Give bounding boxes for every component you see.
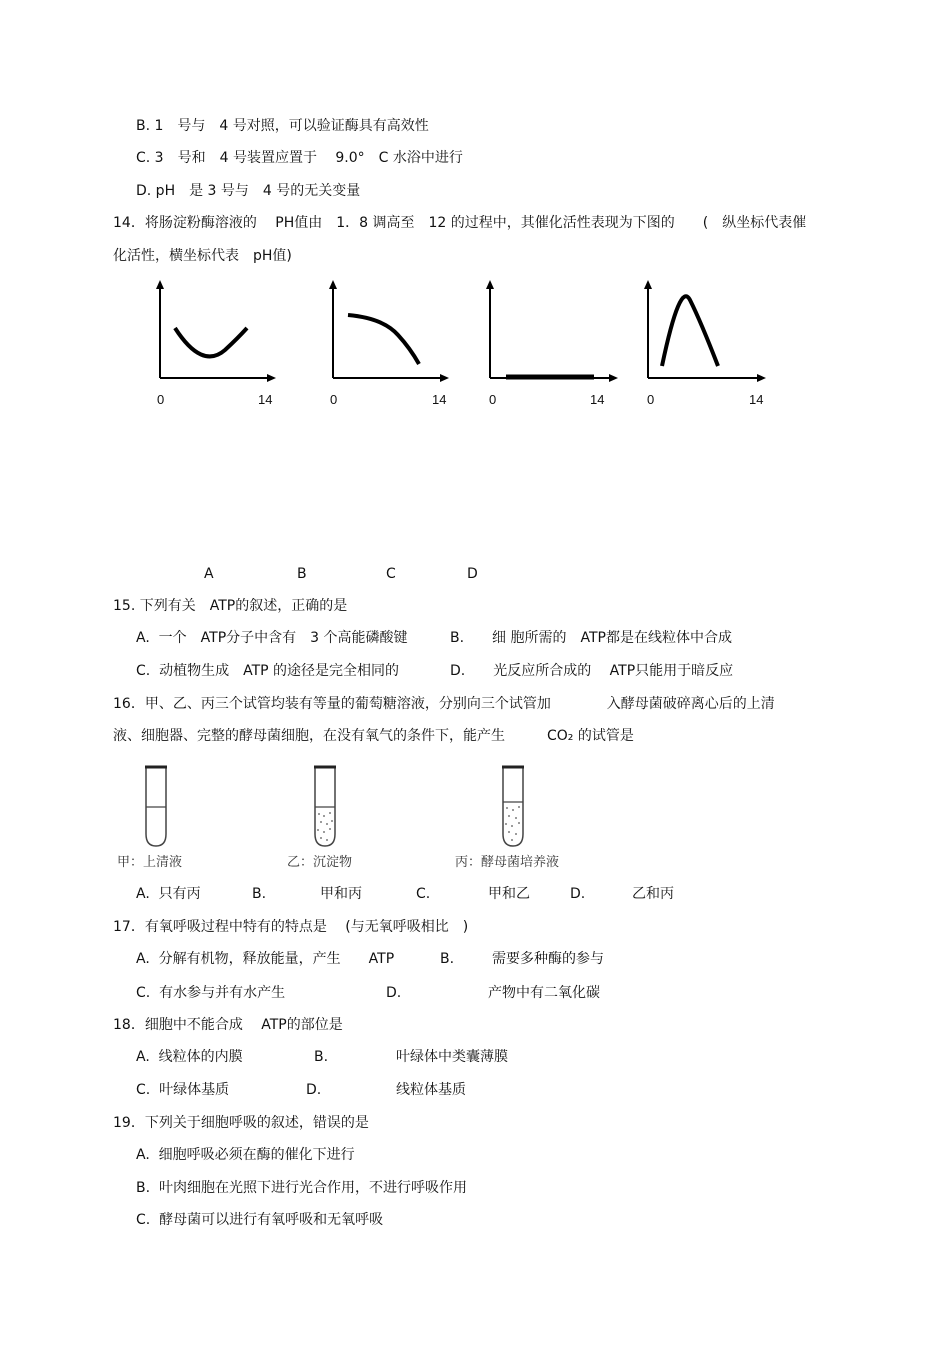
q16-tube-jia-label: 甲：上清液 — [117, 855, 183, 870]
q17-option-c: C. 有水参与并有水产生 — [136, 985, 286, 1001]
q14-stem-line1: 14．将肠淀粉酶溶液的 PH值由 1．8 调高至 12 的过程中，其催化活性表现为下图的 ( 纵坐标代表催 — [113, 215, 807, 231]
q17-option-a: A. 分解有机物，释放能量，产生 ATP — [136, 951, 395, 967]
q19-option-b: B. 叶肉细胞在光照下进行光合作用，不进行呼吸作用 — [136, 1180, 467, 1196]
q13-option-c: C. 3 号和 4 号装置应置于 9.0° C 水浴中进行 — [136, 150, 463, 166]
q18-option-a: A. 线粒体的内膜 — [136, 1049, 243, 1065]
q14-graph-b — [323, 280, 453, 390]
q15-stem: 15. 下列有关 ATP的叙述，正确的是 — [113, 598, 348, 614]
q16-option-c-text: 甲和乙 — [488, 886, 530, 902]
q16-option-d-text: 乙和丙 — [632, 886, 674, 902]
q18-option-d-letter: D. — [306, 1082, 322, 1098]
q14-label-b: B — [297, 566, 307, 582]
q18-stem: 18．细胞中不能合成 ATP的部位是 — [113, 1017, 343, 1033]
q14-graph-d-xmin: 0 — [647, 392, 655, 407]
q14-graph-c — [480, 280, 620, 390]
q17-option-b-text: 需要多种酶的参与 — [492, 951, 604, 967]
q17-stem: 17．有氧呼吸过程中特有的特点是 (与无氧呼吸相比 ) — [113, 919, 469, 935]
q14-graph-a-xmax: 14 — [258, 392, 273, 407]
q14-graph-c-xmin: 0 — [489, 392, 497, 407]
q14-label-d: D — [467, 566, 478, 582]
q16-tube-yi-label: 乙：沉淀物 — [287, 855, 353, 870]
q14-graph-a — [150, 280, 280, 390]
q17-option-d-letter: D. — [386, 985, 402, 1001]
q15-option-a: A. 一个 ATP分子中含有 3 个高能磷酸键 — [136, 630, 408, 646]
q14-graph-d — [638, 280, 768, 390]
q15-option-d: D. 光反应所合成的 ATP只能用于暗反应 — [450, 663, 734, 679]
q13-option-b: B. 1 号与 4 号对照，可以验证酶具有高效性 — [136, 118, 429, 134]
q17-option-b-letter: B. — [440, 951, 455, 967]
q14-graph-c-xmax: 14 — [590, 392, 605, 407]
q15-option-b: B. 细 胞所需的 ATP都是在线粒体中合成 — [450, 630, 732, 646]
q14-label-a: A — [204, 566, 214, 582]
q19-stem: 19．下列关于细胞呼吸的叙述，错误的是 — [113, 1115, 369, 1131]
q14-graph-a-xmin: 0 — [157, 392, 165, 407]
q14-graph-d-xmax: 14 — [749, 392, 764, 407]
q14-label-c: C — [386, 566, 396, 582]
q16-option-c-letter: C. — [416, 886, 431, 902]
q16-option-d-letter: D. — [570, 886, 586, 902]
q16-tube-bing-label: 丙：酵母菌培养液 — [455, 855, 560, 870]
q14-graph-b-xmax: 14 — [432, 392, 447, 407]
q14-stem-line2: 化活性，横坐标代表 pH值) — [113, 248, 292, 264]
q18-option-b-text: 叶绿体中类囊薄膜 — [396, 1049, 508, 1065]
q16-option-b-letter: B. — [252, 886, 267, 902]
q19-option-a: A. 细胞呼吸必须在酶的催化下进行 — [136, 1147, 355, 1163]
q18-option-d-text: 线粒体基质 — [396, 1082, 466, 1098]
q16-tube-jia — [143, 764, 169, 850]
q16-option-a: A. 只有丙 — [136, 886, 201, 902]
q18-option-c: C. 叶绿体基质 — [136, 1082, 230, 1098]
q16-tube-yi — [312, 764, 338, 850]
q15-option-c: C. 动植物生成 ATP 的途径是完全相同的 — [136, 663, 400, 679]
q13-option-d: D. pH 是 3 号与 4 号的无关变量 — [136, 183, 361, 199]
q16-stem-line2: 液、细胞器、完整的酵母菌细胞，在没有氧气的条件下，能产生 CO₂ 的试管是 — [113, 728, 634, 744]
q16-stem-line1: 16．甲、乙、丙三个试管均装有等量的葡萄糖溶液，分别向三个试管加 入酵母菌破碎离心后的上清 — [113, 696, 775, 712]
q19-option-c: C. 酵母菌可以进行有氧呼吸和无氧呼吸 — [136, 1212, 384, 1228]
q14-graph-b-xmin: 0 — [330, 392, 338, 407]
q16-option-b-text: 甲和丙 — [320, 886, 362, 902]
q18-option-b-letter: B. — [314, 1049, 329, 1065]
q17-option-d-text: 产物中有二氧化碳 — [488, 985, 600, 1001]
q16-tube-bing — [500, 764, 526, 850]
